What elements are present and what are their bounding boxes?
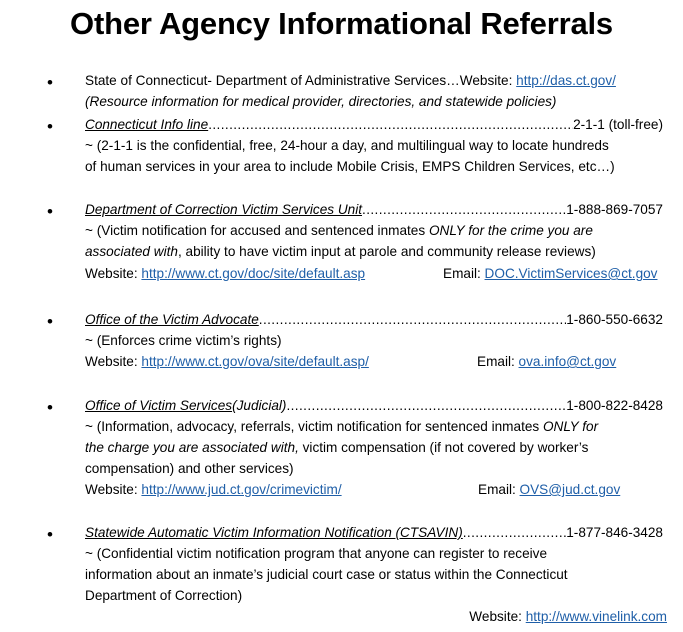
savin-desc-3: Department of Correction) (85, 588, 243, 603)
ova-email-row (477, 351, 616, 372)
dot-leader (208, 114, 573, 135)
savin-desc-2: information about an inmate’s judicial court case or status within the Connecticut (85, 567, 568, 582)
savin-website-label: Website: (469, 609, 526, 624)
doc-desc-2a: associated with (85, 244, 178, 259)
das-website-link[interactable]: http://das.ct.gov/ (516, 73, 616, 88)
doc-desc-1b: ONLY for the crime you are (428, 223, 593, 238)
dot-leader (463, 522, 567, 543)
bullet-icon: • (47, 73, 53, 92)
bullet-icon: • (47, 312, 53, 331)
ovs-desc-3: compensation) and other services) (85, 461, 294, 476)
entry-das-line (85, 70, 616, 91)
ovs-desc-2b: victim compensation (if not covered by worker’s (298, 440, 589, 455)
ovs-desc-1 (85, 416, 598, 437)
savin-website-row (469, 606, 667, 627)
bullet-icon: • (47, 398, 53, 417)
ovs-desc-2a: the charge you are associated with, (85, 440, 299, 455)
ovs-website-label: Website: (85, 482, 142, 497)
doc-desc-1a: ~ (Victim notification for accused and sentenced inmates (85, 223, 429, 238)
das-text: State of Connecticut- Department of Administrative Services…Website: (85, 73, 517, 88)
doc-email-link[interactable]: DOC.VictimServices@ct.gov (484, 266, 658, 281)
ova-phone: 1-860-550-6632 (566, 312, 663, 327)
savin-website-link[interactable]: http://www.vinelink.com (525, 609, 667, 624)
dot-leader (259, 309, 566, 330)
ova-website-link[interactable]: http://www.ct.gov/ova/site/default.asp/ (141, 354, 369, 369)
ova-desc: ~ (Enforces crime victim’s rights) (85, 333, 282, 348)
ovs-email-link[interactable]: OVS@jud.ct.gov (519, 482, 621, 497)
ova-email-label: Email: (477, 354, 519, 369)
bullet-icon: • (47, 117, 53, 136)
info-line-phone: 2-1-1 (toll-free) (573, 117, 663, 132)
ova-website-row (85, 351, 369, 372)
ovs-website-link[interactable]: http://www.jud.ct.gov/crimevictim/ (141, 482, 342, 497)
doc-desc-2 (85, 241, 596, 262)
doc-desc-2b: , ability to have victim input at parole and community release reviews) (177, 244, 596, 259)
das-note: (Resource information for medical provider, directories, and statewide policies) (85, 94, 557, 109)
ovs-name-suffix: (Judicial) (232, 398, 287, 413)
ova-email-link[interactable]: ova.info@ct.gov (518, 354, 617, 369)
ovs-website-row (85, 479, 342, 500)
savin-name: Statewide Automatic Victim Information Notification (CTSAVIN) (85, 525, 463, 540)
info-line-heading (85, 114, 663, 135)
doc-website-label: Website: (85, 266, 142, 281)
bullet-icon: • (47, 525, 53, 544)
ova-website-label: Website: (85, 354, 142, 369)
ovs-name: Office of Victim Services (85, 398, 233, 413)
ovs-desc-2 (85, 437, 588, 458)
ovs-desc-1b: ONLY for (542, 419, 599, 434)
doc-name: Department of Correction Victim Services Unit (85, 202, 363, 217)
ovs-phone: 1-800-822-8428 (566, 398, 663, 413)
doc-desc-1 (85, 220, 593, 241)
dot-leader (362, 199, 566, 220)
doc-website-row (85, 263, 365, 284)
doc-heading (85, 199, 663, 220)
ovs-heading (85, 395, 663, 416)
info-line-desc-1: ~ (2-1-1 is the confidential, free, 24-hour a day, and multilingual way to locate hundreds (85, 138, 609, 153)
doc-website-link[interactable]: http://www.ct.gov/doc/site/default.asp (141, 266, 366, 281)
info-line-desc-2: of human services in your area to include Mobile Crisis, EMPS Children Services, etc…) (85, 159, 615, 174)
dot-leader (286, 395, 566, 416)
page-title: Other Agency Informational Referrals (70, 6, 613, 41)
doc-email-label: Email: (443, 266, 485, 281)
doc-phone: 1-888-869-7057 (566, 202, 663, 217)
ovs-desc-1a: ~ (Information, advocacy, referrals, victim notification for sentenced inmates (85, 419, 543, 434)
ova-name: Office of the Victim Advocate (85, 312, 259, 327)
ovs-email-row (478, 479, 620, 500)
ovs-email-label: Email: (478, 482, 520, 497)
savin-phone: 1-877-846-3428 (566, 525, 663, 540)
savin-desc-1: ~ (Confidential victim notification program that anyone can register to receive (85, 546, 548, 561)
info-line-name: Connecticut Info line (85, 117, 209, 132)
doc-email-row (443, 263, 657, 284)
bullet-icon: • (47, 202, 53, 221)
ova-heading (85, 309, 663, 330)
savin-heading (85, 522, 663, 543)
